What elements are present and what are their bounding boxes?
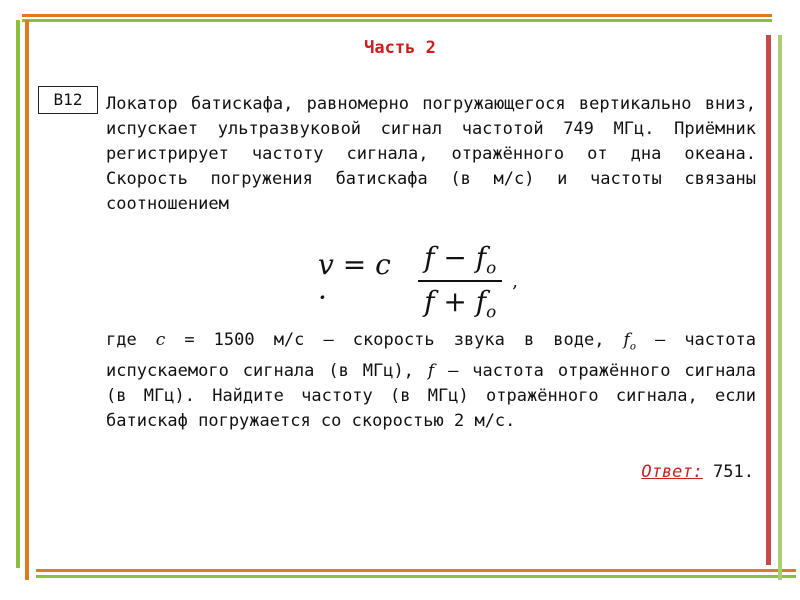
formula xyxy=(318,236,518,326)
right-red-rule xyxy=(766,35,771,565)
problem-statement xyxy=(106,92,756,217)
symbol-c: c xyxy=(155,330,166,350)
problem-paragraph-2: где c = 1500 м/с – скорость звука в воде, $f_o$ – частота испускаемого сигнала (в МГц), f – частота отражённого сигнала (в МГц). Найдите частоту (в МГц) отражённого сигнала, если батискаф погружается со скоростью 2 м/с. xyxy=(106,330,757,432)
symbol-f0: $f_o$ xyxy=(623,330,636,353)
answer-label[interactable]: Ответ: xyxy=(641,462,703,482)
formula-fraction xyxy=(418,241,502,322)
answer-value: 751. xyxy=(702,462,754,482)
symbol-f: f xyxy=(427,361,435,382)
right-green-rule xyxy=(778,35,782,580)
formula-lhs: v = c · xyxy=(318,248,391,314)
problem-continuation xyxy=(106,328,756,434)
formula-numerator: $f - f_o$ xyxy=(424,240,497,278)
fraction-bar xyxy=(418,280,502,282)
answer xyxy=(560,462,754,482)
top-orange-rule xyxy=(22,14,772,17)
top-green-rule xyxy=(22,19,772,22)
left-green-rule xyxy=(16,20,20,568)
formula-comma: , xyxy=(512,270,518,292)
page-title: Часть 2 xyxy=(364,38,436,58)
bottom-orange-rule xyxy=(36,569,796,572)
left-orange-rule xyxy=(25,20,29,580)
problem-paragraph-1: Локатор батискафа, равномерно погружающегося вертикально вниз, испускает ультразвуковой сигнал частотой 749 МГц. Приёмник регистрирует частоту сигнала, отражённого от дна океана. Скорость погружения батискафа (в м/с) и частоты связаны соотношением xyxy=(106,94,756,214)
bottom-green-rule xyxy=(36,575,796,578)
task-number-badge: B12 xyxy=(38,86,98,114)
formula-denominator: $f + f_o$ xyxy=(424,284,497,322)
